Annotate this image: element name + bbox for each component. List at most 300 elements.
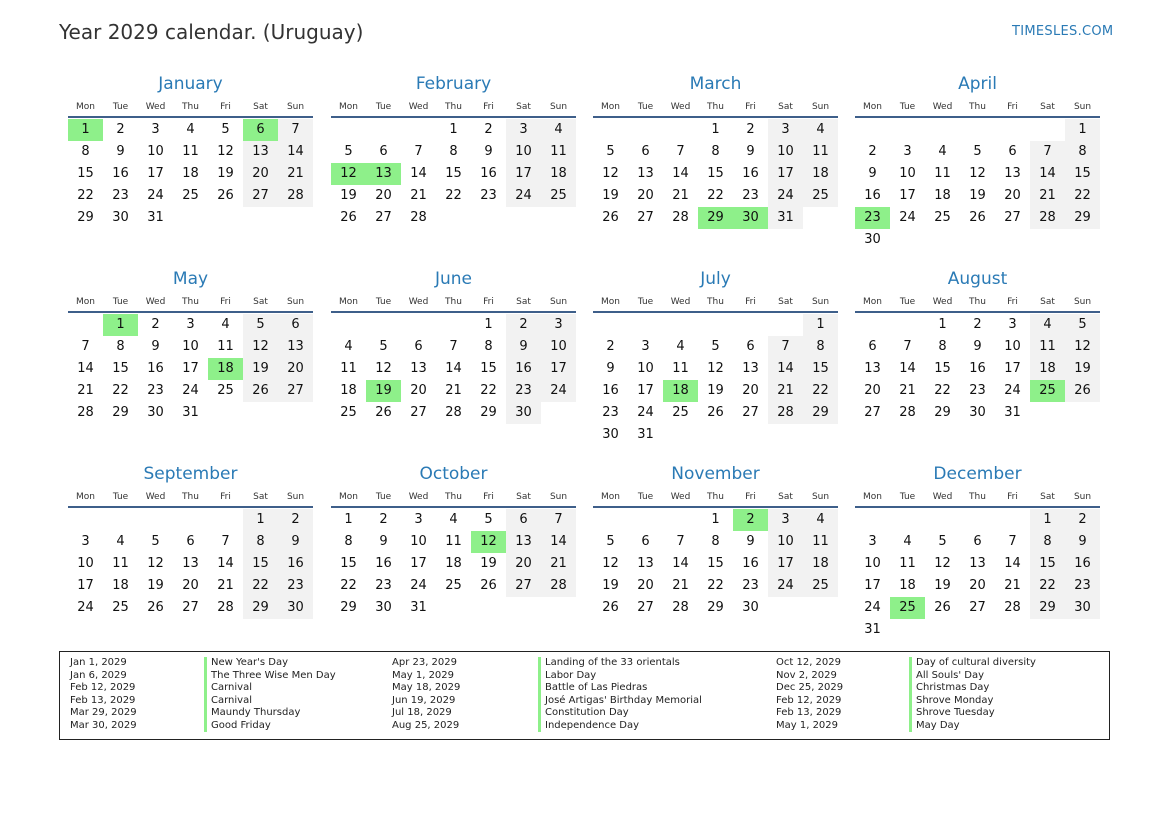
day-cell: 10 [506, 141, 541, 163]
weekday-label: Sun [811, 297, 830, 307]
empty-cell [331, 314, 366, 336]
day-cell: 14 [77, 361, 94, 376]
day-cell: 20 [243, 163, 278, 185]
month-title: February [415, 74, 492, 94]
holiday-name: Labor Day [538, 670, 702, 683]
day-cell: 17 [768, 163, 803, 185]
day-grid [68, 119, 313, 229]
weekday-label: Mon [863, 297, 882, 307]
day-grid [331, 314, 576, 424]
day-cell: 11 [803, 531, 838, 553]
day-cell: 10 [864, 556, 881, 571]
day-cell: 3 [506, 119, 541, 141]
day-cell: 5 [606, 144, 615, 159]
weekday-label: Sat [516, 492, 531, 502]
holiday-name: The Three Wise Men Day [204, 670, 336, 683]
day-cell: 25 [217, 383, 234, 398]
day-cell: 25 [672, 405, 689, 420]
day-cell: 19 [707, 383, 724, 398]
weekday-label: Mon [863, 492, 882, 502]
day-cell: 28 [672, 210, 689, 225]
day-cell: 11 [1030, 336, 1065, 358]
weekday-label: Sat [1040, 492, 1055, 502]
day-cell: 25 [803, 575, 838, 597]
day-cell: 21 [445, 383, 462, 398]
weekday-label: Sat [1040, 102, 1055, 112]
holiday-day-cell: 1 [103, 314, 138, 336]
day-cell: 22 [112, 383, 129, 398]
day-cell: 21 [768, 380, 803, 402]
weekday-label: Wed [145, 297, 166, 307]
empty-cell [733, 314, 768, 336]
day-cell: 21 [672, 188, 689, 203]
page-title: Year 2029 calendar. (Uruguay) [59, 20, 364, 44]
day-cell: 20 [637, 188, 654, 203]
empty-cell [173, 509, 208, 531]
weekday-label: Sat [253, 297, 268, 307]
holiday-date: May 1, 2029 [776, 719, 839, 731]
weekday-label: Thu [182, 102, 199, 112]
day-cell: 4 [938, 144, 947, 159]
day-cell: 3 [414, 512, 423, 527]
day-cell: 17 [637, 383, 654, 398]
day-cell: 25 [340, 405, 357, 420]
holiday-name: Good Friday [204, 720, 336, 733]
day-cell: 8 [1030, 531, 1065, 553]
day-cell: 6 [641, 144, 650, 159]
day-grid [68, 314, 313, 424]
day-cell: 25 [112, 600, 129, 615]
empty-cell [593, 119, 628, 141]
weekday-header [593, 98, 838, 118]
month-title: September [143, 464, 238, 484]
holiday-date: Aug 25, 2029 [392, 719, 460, 731]
weekday-label: Mon [601, 297, 620, 307]
day-cell: 6 [186, 534, 195, 549]
day-cell: 30 [602, 427, 619, 442]
day-cell: 31 [1004, 405, 1021, 420]
day-cell: 7 [768, 336, 803, 358]
day-cell: 31 [410, 600, 427, 615]
day-cell: 19 [480, 556, 497, 571]
day-cell: 24 [541, 380, 576, 402]
day-cell: 5 [711, 339, 720, 354]
day-cell: 20 [410, 383, 427, 398]
month-september [68, 463, 313, 619]
month-may [68, 268, 313, 424]
day-cell: 17 [864, 578, 881, 593]
day-cell: 30 [278, 597, 313, 619]
day-cell: 21 [672, 578, 689, 593]
day-cell: 12 [243, 336, 278, 358]
month-october [331, 463, 576, 619]
day-cell: 27 [742, 405, 759, 420]
day-cell: 28 [77, 405, 94, 420]
day-cell: 22 [707, 578, 724, 593]
day-cell: 14 [899, 361, 916, 376]
weekday-label: Fri [483, 492, 494, 502]
day-cell: 23 [969, 383, 986, 398]
day-cell: 3 [81, 534, 90, 549]
weekday-label: Fri [745, 297, 756, 307]
day-cell: 26 [602, 600, 619, 615]
holiday-name: Day of cultural diversity [909, 657, 1036, 670]
day-cell: 29 [243, 597, 278, 619]
day-cell: 31 [637, 427, 654, 442]
holiday-name: New Year's Day [204, 657, 336, 670]
empty-cell [628, 314, 663, 336]
weekday-label: Tue [112, 102, 129, 112]
day-cell: 9 [379, 534, 388, 549]
day-cell: 11 [112, 556, 129, 571]
day-cell: 31 [768, 207, 803, 229]
day-cell: 19 [602, 578, 619, 593]
day-cell: 20 [506, 553, 541, 575]
day-cell: 19 [147, 578, 164, 593]
day-cell: 22 [803, 380, 838, 402]
day-cell: 18 [340, 383, 357, 398]
day-cell: 24 [637, 405, 654, 420]
day-cell: 18 [803, 553, 838, 575]
day-cell: 3 [541, 314, 576, 336]
month-title: January [158, 74, 223, 94]
day-cell: 1 [1065, 119, 1100, 141]
day-cell: 10 [182, 339, 199, 354]
holiday-day-cell: 30 [733, 207, 768, 229]
day-cell: 23 [742, 188, 759, 203]
day-cell: 5 [606, 534, 615, 549]
day-cell: 24 [410, 578, 427, 593]
day-cell: 9 [868, 166, 877, 181]
day-cell: 20 [1004, 188, 1021, 203]
holiday-name: Landing of the 33 orientals [538, 657, 702, 670]
weekday-label: Tue [637, 492, 654, 502]
month-title: August [947, 269, 1008, 289]
month-august [855, 268, 1100, 424]
day-cell: 11 [672, 361, 689, 376]
holiday-name: Carnival [204, 695, 336, 708]
day-cell: 3 [768, 119, 803, 141]
weekday-label: Sat [778, 492, 793, 502]
day-cell: 14 [1030, 163, 1065, 185]
weekday-label: Wed [670, 492, 691, 502]
weekday-label: Mon [339, 297, 358, 307]
day-grid [331, 119, 576, 229]
day-cell: 16 [969, 361, 986, 376]
day-cell: 12 [147, 556, 164, 571]
day-cell: 9 [116, 144, 125, 159]
day-cell: 9 [484, 144, 493, 159]
day-cell: 4 [449, 512, 458, 527]
weekday-label: Mon [76, 297, 95, 307]
holiday-day-cell: 18 [663, 380, 698, 402]
day-cell: 4 [803, 119, 838, 141]
day-cell: 16 [375, 556, 392, 571]
holiday-date: Oct 12, 2029 [776, 657, 841, 668]
empty-cell [401, 119, 436, 141]
day-cell: 13 [243, 141, 278, 163]
weekday-label: Sat [778, 297, 793, 307]
weekday-label: Fri [745, 492, 756, 502]
day-cell: 26 [243, 380, 278, 402]
day-cell: 19 [1065, 358, 1100, 380]
day-cell: 29 [934, 405, 951, 420]
day-cell: 14 [1004, 556, 1021, 571]
empty-cell [1030, 119, 1065, 141]
day-cell: 15 [934, 361, 951, 376]
day-cell: 22 [1065, 185, 1100, 207]
holiday-dates-col-3 [776, 657, 843, 732]
day-cell: 24 [77, 600, 94, 615]
day-cell: 16 [1065, 553, 1100, 575]
day-cell: 7 [278, 119, 313, 141]
day-cell: 7 [1030, 141, 1065, 163]
day-cell: 1 [344, 512, 353, 527]
empty-cell [855, 314, 890, 336]
month-title: October [419, 464, 488, 484]
weekday-label: Thu [445, 102, 462, 112]
day-cell: 14 [672, 166, 689, 181]
day-cell: 14 [217, 556, 234, 571]
day-cell: 18 [182, 166, 199, 181]
day-cell: 21 [217, 578, 234, 593]
day-cell: 10 [899, 166, 916, 181]
weekday-header [855, 98, 1100, 118]
day-cell: 11 [934, 166, 951, 181]
day-cell: 21 [77, 383, 94, 398]
day-cell: 6 [868, 339, 877, 354]
day-cell: 27 [969, 600, 986, 615]
day-cell: 1 [711, 512, 720, 527]
holiday-names-col-1 [204, 657, 336, 732]
weekday-label: Tue [112, 492, 129, 502]
holiday-date: Jan 1, 2029 [70, 657, 127, 668]
holiday-day-cell: 25 [890, 597, 925, 619]
holiday-date: May 18, 2029 [392, 682, 461, 693]
holiday-date: Jun 19, 2029 [392, 694, 456, 706]
day-cell: 23 [278, 575, 313, 597]
day-cell: 29 [480, 405, 497, 420]
day-cell: 3 [903, 144, 912, 159]
day-cell: 26 [217, 188, 234, 203]
day-cell: 11 [803, 141, 838, 163]
weekday-label: Fri [220, 297, 231, 307]
day-cell: 24 [182, 383, 199, 398]
day-cell: 27 [864, 405, 881, 420]
holiday-day-cell: 1 [68, 119, 103, 141]
day-cell: 11 [445, 534, 462, 549]
weekday-label: Sun [549, 492, 568, 502]
holiday-name: Constitution Day [538, 707, 702, 720]
day-cell: 8 [449, 144, 458, 159]
day-cell: 28 [899, 405, 916, 420]
day-cell: 28 [278, 185, 313, 207]
day-cell: 17 [77, 578, 94, 593]
empty-cell [698, 314, 733, 336]
day-cell: 2 [278, 509, 313, 531]
day-cell: 30 [864, 232, 881, 247]
weekday-header [593, 488, 838, 508]
holiday-date: Apr 23, 2029 [392, 657, 458, 668]
weekday-label: Sun [1073, 492, 1092, 502]
day-cell: 16 [147, 361, 164, 376]
day-cell: 4 [221, 317, 230, 332]
day-cell: 20 [375, 188, 392, 203]
day-cell: 7 [541, 509, 576, 531]
day-cell: 30 [147, 405, 164, 420]
day-cell: 25 [541, 185, 576, 207]
weekday-label: Thu [969, 297, 986, 307]
empty-cell [68, 314, 103, 336]
weekday-header [331, 293, 576, 313]
day-cell: 27 [506, 575, 541, 597]
day-cell: 3 [641, 339, 650, 354]
holiday-date: May 1, 2029 [392, 669, 455, 681]
day-cell: 3 [1008, 317, 1017, 332]
day-cell: 9 [1065, 531, 1100, 553]
weekday-label: Sun [549, 102, 568, 112]
day-cell: 28 [541, 575, 576, 597]
day-cell: 7 [449, 339, 458, 354]
day-cell: 27 [243, 185, 278, 207]
day-cell: 13 [182, 556, 199, 571]
weekday-label: Fri [745, 102, 756, 112]
weekday-label: Thu [707, 492, 724, 502]
day-cell: 17 [1004, 361, 1021, 376]
day-cell: 2 [379, 512, 388, 527]
day-cell: 2 [116, 122, 125, 137]
weekday-header [593, 293, 838, 313]
day-cell: 13 [410, 361, 427, 376]
month-november [593, 463, 838, 619]
holiday-name: Shrove Monday [909, 695, 1036, 708]
month-title: July [700, 269, 731, 289]
empty-cell [855, 119, 890, 141]
day-cell: 14 [672, 556, 689, 571]
holiday-day-cell: 12 [331, 163, 366, 185]
holiday-name: Christmas Day [909, 682, 1036, 695]
day-cell: 17 [768, 553, 803, 575]
weekday-label: Sat [253, 102, 268, 112]
day-cell: 15 [77, 166, 94, 181]
weekday-header [331, 98, 576, 118]
day-cell: 20 [278, 358, 313, 380]
day-cell: 28 [410, 210, 427, 225]
weekday-label: Wed [408, 492, 429, 502]
day-cell: 1 [1030, 509, 1065, 531]
day-cell: 9 [151, 339, 160, 354]
weekday-label: Fri [220, 102, 231, 112]
day-cell: 1 [938, 317, 947, 332]
day-cell: 22 [340, 578, 357, 593]
day-cell: 19 [934, 578, 951, 593]
day-cell: 8 [1065, 141, 1100, 163]
day-cell: 16 [112, 166, 129, 181]
day-grid [855, 314, 1100, 424]
weekday-label: Tue [375, 297, 392, 307]
day-cell: 6 [278, 314, 313, 336]
weekday-label: Tue [375, 102, 392, 112]
day-cell: 7 [676, 534, 685, 549]
day-cell: 16 [506, 358, 541, 380]
day-cell: 21 [410, 188, 427, 203]
month-title: November [671, 464, 760, 484]
day-cell: 8 [243, 531, 278, 553]
day-cell: 10 [768, 141, 803, 163]
day-cell: 29 [803, 402, 838, 424]
day-cell: 12 [969, 166, 986, 181]
holiday-day-cell: 25 [1030, 380, 1065, 402]
day-cell: 6 [414, 339, 423, 354]
day-cell: 11 [899, 556, 916, 571]
day-cell: 19 [602, 188, 619, 203]
day-cell: 29 [1030, 597, 1065, 619]
day-cell: 21 [1004, 578, 1021, 593]
day-cell: 26 [934, 600, 951, 615]
day-cell: 24 [899, 210, 916, 225]
day-cell: 17 [506, 163, 541, 185]
day-cell: 20 [742, 383, 759, 398]
empty-cell [663, 119, 698, 141]
day-cell: 26 [375, 405, 392, 420]
month-january [68, 73, 313, 229]
day-cell: 15 [707, 556, 724, 571]
day-grid [331, 509, 576, 619]
empty-cell [890, 509, 925, 531]
empty-cell [890, 314, 925, 336]
day-cell: 10 [410, 534, 427, 549]
day-cell: 20 [969, 578, 986, 593]
day-cell: 5 [973, 144, 982, 159]
day-cell: 18 [934, 188, 951, 203]
day-cell: 18 [899, 578, 916, 593]
weekday-label: Wed [670, 102, 691, 112]
day-cell: 23 [112, 188, 129, 203]
day-cell: 30 [506, 402, 541, 424]
month-february [331, 73, 576, 229]
day-cell: 12 [934, 556, 951, 571]
holiday-day-cell: 29 [698, 207, 733, 229]
holiday-day-cell: 23 [855, 207, 890, 229]
weekday-label: Tue [375, 492, 392, 502]
holiday-name: Carnival [204, 682, 336, 695]
day-cell: 16 [742, 556, 759, 571]
day-cell: 15 [707, 166, 724, 181]
day-cell: 13 [506, 531, 541, 553]
day-cell: 25 [182, 188, 199, 203]
day-cell: 5 [1065, 314, 1100, 336]
holiday-date: Dec 25, 2029 [776, 682, 844, 693]
day-cell: 7 [221, 534, 230, 549]
holiday-name: Maundy Thursday [204, 707, 336, 720]
brand-link[interactable]: TIMESLES.COM [1012, 24, 1114, 39]
day-cell: 20 [182, 578, 199, 593]
day-grid [593, 509, 838, 619]
empty-cell [436, 314, 471, 336]
day-cell: 9 [606, 361, 615, 376]
empty-cell [855, 509, 890, 531]
holiday-date: Jan 6, 2029 [70, 669, 127, 681]
empty-cell [925, 119, 960, 141]
day-cell: 31 [147, 210, 164, 225]
day-cell: 15 [480, 361, 497, 376]
day-cell: 7 [676, 144, 685, 159]
day-cell: 9 [973, 339, 982, 354]
weekday-label: Wed [145, 492, 166, 502]
day-cell: 14 [445, 361, 462, 376]
day-cell: 6 [379, 144, 388, 159]
day-cell: 9 [278, 531, 313, 553]
